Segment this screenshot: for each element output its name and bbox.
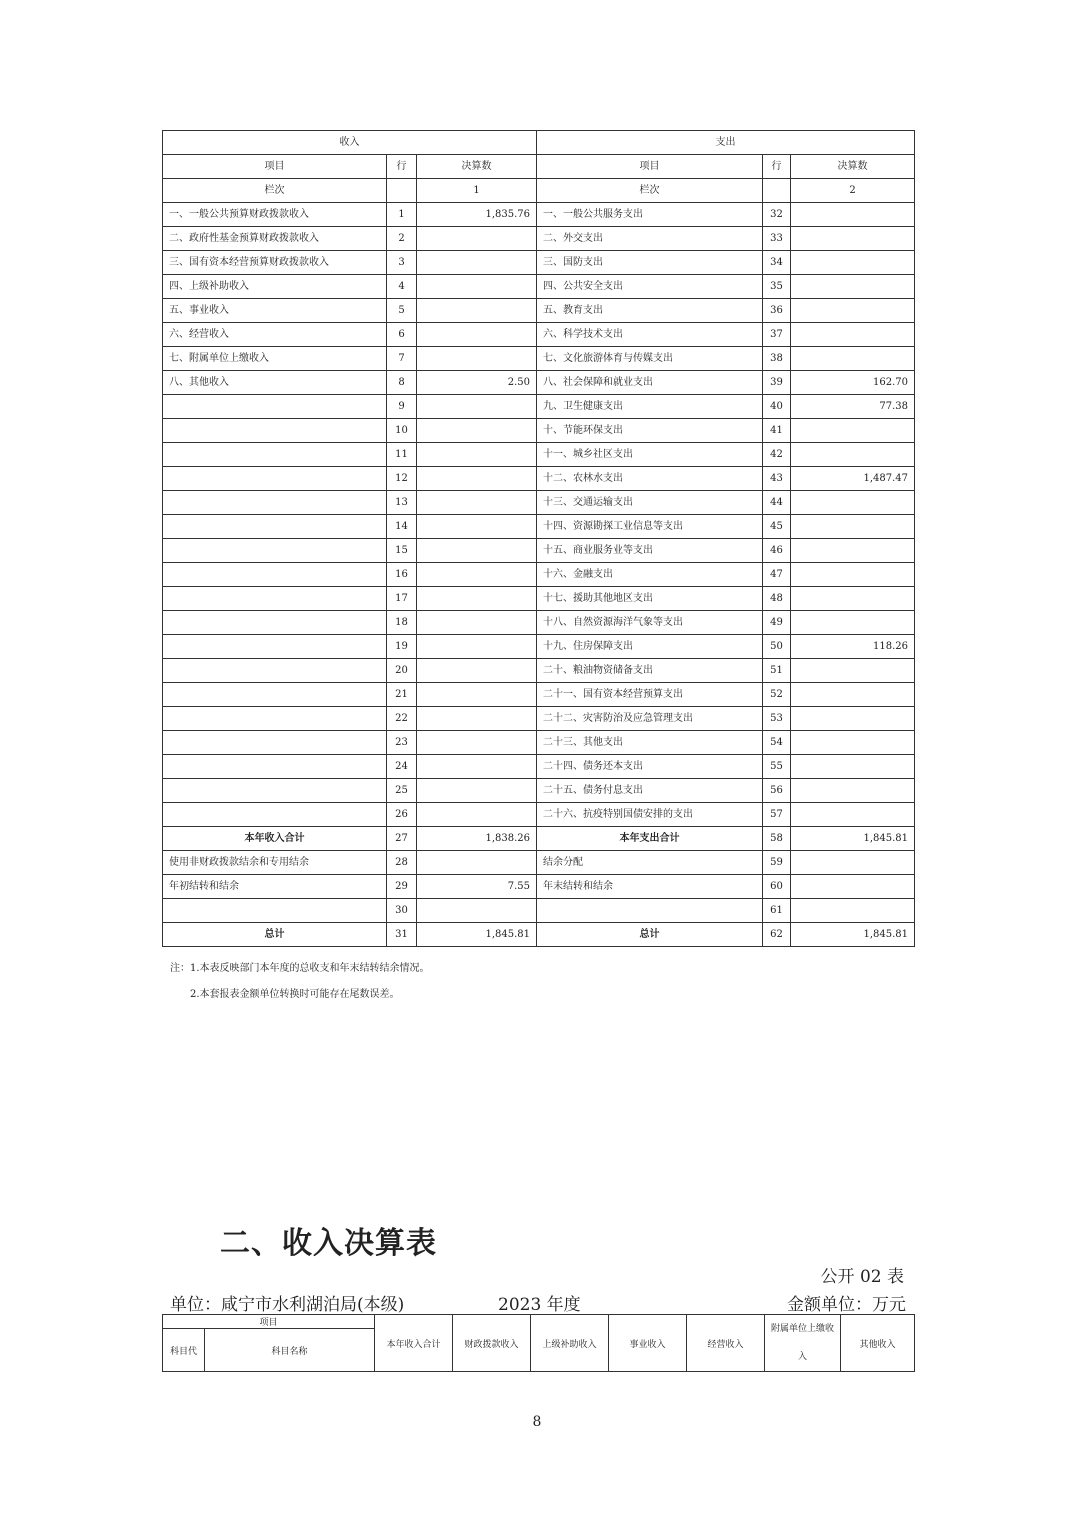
income-amount [417, 755, 537, 779]
expense-amount [791, 323, 915, 347]
expense-amount [791, 299, 915, 323]
expense-row-number: 33 [763, 227, 791, 251]
table-row [163, 635, 915, 659]
expense-item: 二十二、灾害防治及应急管理支出 [537, 707, 763, 731]
income-item [163, 395, 387, 419]
t2-business-header: 事业收入 [609, 1315, 687, 1372]
expense-item: 十二、农林水支出 [537, 467, 763, 491]
table-row [163, 611, 915, 635]
income-item: 五、事业收入 [163, 299, 387, 323]
expense-row-number: 51 [763, 659, 791, 683]
table-row [163, 371, 915, 395]
table-row [163, 275, 915, 299]
income-item [163, 491, 387, 515]
expense-item: 十一、城乡社区支出 [537, 443, 763, 467]
income-row-number: 30 [387, 899, 417, 923]
table-row [163, 851, 915, 875]
income-lanci-row [387, 179, 417, 203]
income-row-number: 31 [387, 923, 417, 947]
income-item [163, 587, 387, 611]
expense-row-number: 58 [763, 827, 791, 851]
table-row [163, 467, 915, 491]
income-row-number: 21 [387, 683, 417, 707]
expense-row-number: 41 [763, 419, 791, 443]
income-row-number: 4 [387, 275, 417, 299]
income-amount [417, 779, 537, 803]
expense-item: 十、节能环保支出 [537, 419, 763, 443]
expense-amount [791, 491, 915, 515]
expense-row-number: 42 [763, 443, 791, 467]
income-amount [417, 611, 537, 635]
expense-item: 九、卫生健康支出 [537, 395, 763, 419]
table-row [163, 539, 915, 563]
expense-amount: 77.38 [791, 395, 915, 419]
income-item [163, 635, 387, 659]
expense-item: 结余分配 [537, 851, 763, 875]
table-row [163, 803, 915, 827]
table-notes [170, 956, 430, 1008]
income-amount [417, 803, 537, 827]
income-col-item: 项目 [163, 155, 387, 179]
expense-item: 八、社会保障和就业支出 [537, 371, 763, 395]
income-item [163, 515, 387, 539]
income-amount [417, 347, 537, 371]
income-row-number: 20 [387, 659, 417, 683]
table-row [163, 419, 915, 443]
expense-amount: 1,487.47 [791, 467, 915, 491]
expense-row-number: 34 [763, 251, 791, 275]
expense-amount [791, 611, 915, 635]
income-amount [417, 323, 537, 347]
income-amount [417, 587, 537, 611]
expense-item: 二十四、债务还本支出 [537, 755, 763, 779]
expense-row-number: 43 [763, 467, 791, 491]
expense-row-number: 56 [763, 779, 791, 803]
expense-item [537, 899, 763, 923]
expense-row-number: 40 [763, 395, 791, 419]
expense-row-number: 44 [763, 491, 791, 515]
expense-row-number: 62 [763, 923, 791, 947]
income-amount [417, 563, 537, 587]
expense-row-number: 35 [763, 275, 791, 299]
expense-item: 二十三、其他支出 [537, 731, 763, 755]
income-row-number: 26 [387, 803, 417, 827]
income-row-number: 11 [387, 443, 417, 467]
table-row [163, 395, 915, 419]
income-row-number: 29 [387, 875, 417, 899]
income-row-number: 15 [387, 539, 417, 563]
income-item: 一、一般公共预算财政拨款收入 [163, 203, 387, 227]
expense-amount [791, 755, 915, 779]
expense-amount: 1,845.81 [791, 827, 915, 851]
income-amount [417, 419, 537, 443]
income-final-accounts-table [162, 1314, 915, 1372]
income-lanci-label: 栏次 [163, 179, 387, 203]
income-amount [417, 659, 537, 683]
income-row-number: 8 [387, 371, 417, 395]
expense-row-number: 53 [763, 707, 791, 731]
income-amount [417, 275, 537, 299]
expense-row-number: 49 [763, 611, 791, 635]
income-row-number: 6 [387, 323, 417, 347]
table-row [163, 779, 915, 803]
table-row [163, 923, 915, 947]
income-item: 总计 [163, 923, 387, 947]
table-row [163, 563, 915, 587]
income-item [163, 419, 387, 443]
income-amount [417, 635, 537, 659]
expense-amount [791, 875, 915, 899]
income-col-row: 行 [387, 155, 417, 179]
income-amount [417, 227, 537, 251]
expense-item: 二十六、抗疫特别国债安排的支出 [537, 803, 763, 827]
expense-item: 十七、援助其他地区支出 [537, 587, 763, 611]
expense-col-item: 项目 [537, 155, 763, 179]
t2-affiliated-line2: 入 [798, 1352, 808, 1362]
form-number: 公开 02 表 [820, 1267, 904, 1287]
expense-item: 四、公共安全支出 [537, 275, 763, 299]
expense-amount [791, 683, 915, 707]
expense-row-number: 37 [763, 323, 791, 347]
expense-row-number: 32 [763, 203, 791, 227]
table-row [163, 299, 915, 323]
income-item [163, 731, 387, 755]
expense-item: 六、科学技术支出 [537, 323, 763, 347]
expense-amount [791, 347, 915, 371]
income-item [163, 755, 387, 779]
income-row-number: 14 [387, 515, 417, 539]
expense-item: 七、文化旅游体育与传媒支出 [537, 347, 763, 371]
expense-amount [791, 731, 915, 755]
t2-name-header: 科目名称 [205, 1329, 375, 1372]
income-lanci-number: 1 [417, 179, 537, 203]
income-row-number: 16 [387, 563, 417, 587]
income-amount: 7.55 [417, 875, 537, 899]
expense-amount [791, 443, 915, 467]
expense-row-number: 36 [763, 299, 791, 323]
expense-row-number: 60 [763, 875, 791, 899]
income-header: 收入 [163, 131, 537, 155]
table-row [163, 755, 915, 779]
expense-col-row: 行 [763, 155, 791, 179]
income-row-number: 23 [387, 731, 417, 755]
unit-name: 单位：咸宁市水利湖泊局(本级) [170, 1295, 405, 1315]
expense-amount: 162.70 [791, 371, 915, 395]
t2-operating-header: 经营收入 [687, 1315, 765, 1372]
income-amount [417, 851, 537, 875]
income-item: 八、其他收入 [163, 371, 387, 395]
expense-item: 十八、自然资源海洋气象等支出 [537, 611, 763, 635]
income-amount [417, 899, 537, 923]
income-row-number: 28 [387, 851, 417, 875]
income-row-number: 1 [387, 203, 417, 227]
income-item: 使用非财政拨款结余和专用结余 [163, 851, 387, 875]
note-1: 注：1.本表反映部门本年度的总收支和年末结转结余情况。 [170, 963, 430, 974]
expense-amount [791, 587, 915, 611]
expense-item: 十四、资源勘探工业信息等支出 [537, 515, 763, 539]
income-amount: 2.50 [417, 371, 537, 395]
income-item [163, 563, 387, 587]
t2-code-header: 科目代 [163, 1329, 205, 1372]
expense-row-number: 61 [763, 899, 791, 923]
income-amount [417, 707, 537, 731]
expense-amount [791, 659, 915, 683]
expense-amount [791, 563, 915, 587]
income-item [163, 443, 387, 467]
expense-item: 三、国防支出 [537, 251, 763, 275]
expense-item: 二十一、国有资本经营预算支出 [537, 683, 763, 707]
income-amount [417, 491, 537, 515]
income-amount [417, 515, 537, 539]
income-item [163, 611, 387, 635]
income-item: 三、国有资本经营预算财政拨款收入 [163, 251, 387, 275]
expense-row-number: 39 [763, 371, 791, 395]
income-row-number: 19 [387, 635, 417, 659]
income-item: 二、政府性基金预算财政拨款收入 [163, 227, 387, 251]
income-amount [417, 731, 537, 755]
expense-amount [791, 539, 915, 563]
table-row [163, 443, 915, 467]
income-row-number: 24 [387, 755, 417, 779]
income-amount [417, 299, 537, 323]
table-row [163, 227, 915, 251]
income-amount [417, 539, 537, 563]
expense-item: 十六、金融支出 [537, 563, 763, 587]
income-item [163, 779, 387, 803]
expense-amount [791, 419, 915, 443]
expense-row-number: 38 [763, 347, 791, 371]
expense-col-amount: 决算数 [791, 155, 915, 179]
expense-item: 五、教育支出 [537, 299, 763, 323]
income-expense-summary-table [162, 130, 915, 947]
income-row-number: 3 [387, 251, 417, 275]
table-row [163, 899, 915, 923]
expense-item: 二十五、债务付息支出 [537, 779, 763, 803]
expense-lanci-label: 栏次 [537, 179, 763, 203]
income-row-number: 17 [387, 587, 417, 611]
t2-item-header: 项目 [163, 1315, 375, 1329]
table-row [163, 587, 915, 611]
expense-row-number: 55 [763, 755, 791, 779]
expense-lanci-number: 2 [791, 179, 915, 203]
t2-upper-header: 上级补助收入 [531, 1315, 609, 1372]
income-amount: 1,835.76 [417, 203, 537, 227]
note-2: 2.本套报表金额单位转换时可能存在尾数误差。 [190, 989, 400, 1000]
expense-row-number: 45 [763, 515, 791, 539]
expense-amount [791, 899, 915, 923]
unit-line [170, 1290, 906, 1315]
income-amount [417, 683, 537, 707]
income-amount [417, 467, 537, 491]
expense-row-number: 52 [763, 683, 791, 707]
expense-row-number: 48 [763, 587, 791, 611]
expense-amount: 118.26 [791, 635, 915, 659]
expense-item: 总计 [537, 923, 763, 947]
t2-affiliated-line1: 附属单位上缴收 [771, 1324, 835, 1334]
income-row-number: 7 [387, 347, 417, 371]
money-unit: 金额单位：万元 [787, 1295, 906, 1315]
expense-item: 十五、商业服务业等支出 [537, 539, 763, 563]
expense-row-number: 57 [763, 803, 791, 827]
income-item: 年初结转和结余 [163, 875, 387, 899]
income-item: 六、经营收入 [163, 323, 387, 347]
expense-row-number: 47 [763, 563, 791, 587]
expense-header: 支出 [537, 131, 915, 155]
income-row-number: 13 [387, 491, 417, 515]
income-item: 本年收入合计 [163, 827, 387, 851]
table-row [163, 875, 915, 899]
income-row-number: 27 [387, 827, 417, 851]
expense-amount [791, 707, 915, 731]
table-row [163, 347, 915, 371]
expense-amount [791, 803, 915, 827]
fiscal-year: 2023 年度 [498, 1295, 581, 1315]
expense-lanci-row [763, 179, 791, 203]
expense-amount [791, 779, 915, 803]
income-row-number: 9 [387, 395, 417, 419]
page-number: 8 [532, 1414, 542, 1430]
expense-item: 一、一般公共服务支出 [537, 203, 763, 227]
t2-other-header: 其他收入 [841, 1315, 915, 1372]
table-row [163, 683, 915, 707]
income-amount: 1,845.81 [417, 923, 537, 947]
table-row [163, 515, 915, 539]
income-item [163, 539, 387, 563]
income-row-number: 25 [387, 779, 417, 803]
income-row-number: 10 [387, 419, 417, 443]
income-amount [417, 443, 537, 467]
income-amount [417, 251, 537, 275]
income-item [163, 707, 387, 731]
table-row [163, 203, 915, 227]
expense-row-number: 46 [763, 539, 791, 563]
table-row [163, 323, 915, 347]
expense-item: 二、外交支出 [537, 227, 763, 251]
expense-amount [791, 203, 915, 227]
expense-amount [791, 275, 915, 299]
income-item [163, 467, 387, 491]
section-title: 二、收入决算表 [220, 1226, 437, 1261]
t2-affiliated-header [765, 1315, 841, 1372]
t2-total-header: 本年收入合计 [375, 1315, 453, 1372]
income-row-number: 22 [387, 707, 417, 731]
table-row [163, 731, 915, 755]
income-item [163, 659, 387, 683]
income-amount: 1,838.26 [417, 827, 537, 851]
income-item [163, 683, 387, 707]
expense-item: 二十、粮油物资储备支出 [537, 659, 763, 683]
expense-amount [791, 227, 915, 251]
table-row [163, 707, 915, 731]
table-row [163, 659, 915, 683]
expense-row-number: 59 [763, 851, 791, 875]
expense-item: 年末结转和结余 [537, 875, 763, 899]
expense-amount [791, 851, 915, 875]
expense-item: 本年支出合计 [537, 827, 763, 851]
income-row-number: 18 [387, 611, 417, 635]
income-item: 四、上级补助收入 [163, 275, 387, 299]
t2-fiscal-header: 财政拨款收入 [453, 1315, 531, 1372]
income-amount [417, 395, 537, 419]
income-row-number: 5 [387, 299, 417, 323]
expense-row-number: 50 [763, 635, 791, 659]
income-col-amount: 决算数 [417, 155, 537, 179]
table-row [163, 491, 915, 515]
income-row-number: 2 [387, 227, 417, 251]
table-row [163, 251, 915, 275]
income-item [163, 803, 387, 827]
expense-item: 十三、交通运输支出 [537, 491, 763, 515]
expense-item: 十九、住房保障支出 [537, 635, 763, 659]
expense-row-number: 54 [763, 731, 791, 755]
expense-amount: 1,845.81 [791, 923, 915, 947]
income-row-number: 12 [387, 467, 417, 491]
income-item: 七、附属单位上缴收入 [163, 347, 387, 371]
expense-amount [791, 515, 915, 539]
table-row [163, 827, 915, 851]
income-item [163, 899, 387, 923]
expense-amount [791, 251, 915, 275]
